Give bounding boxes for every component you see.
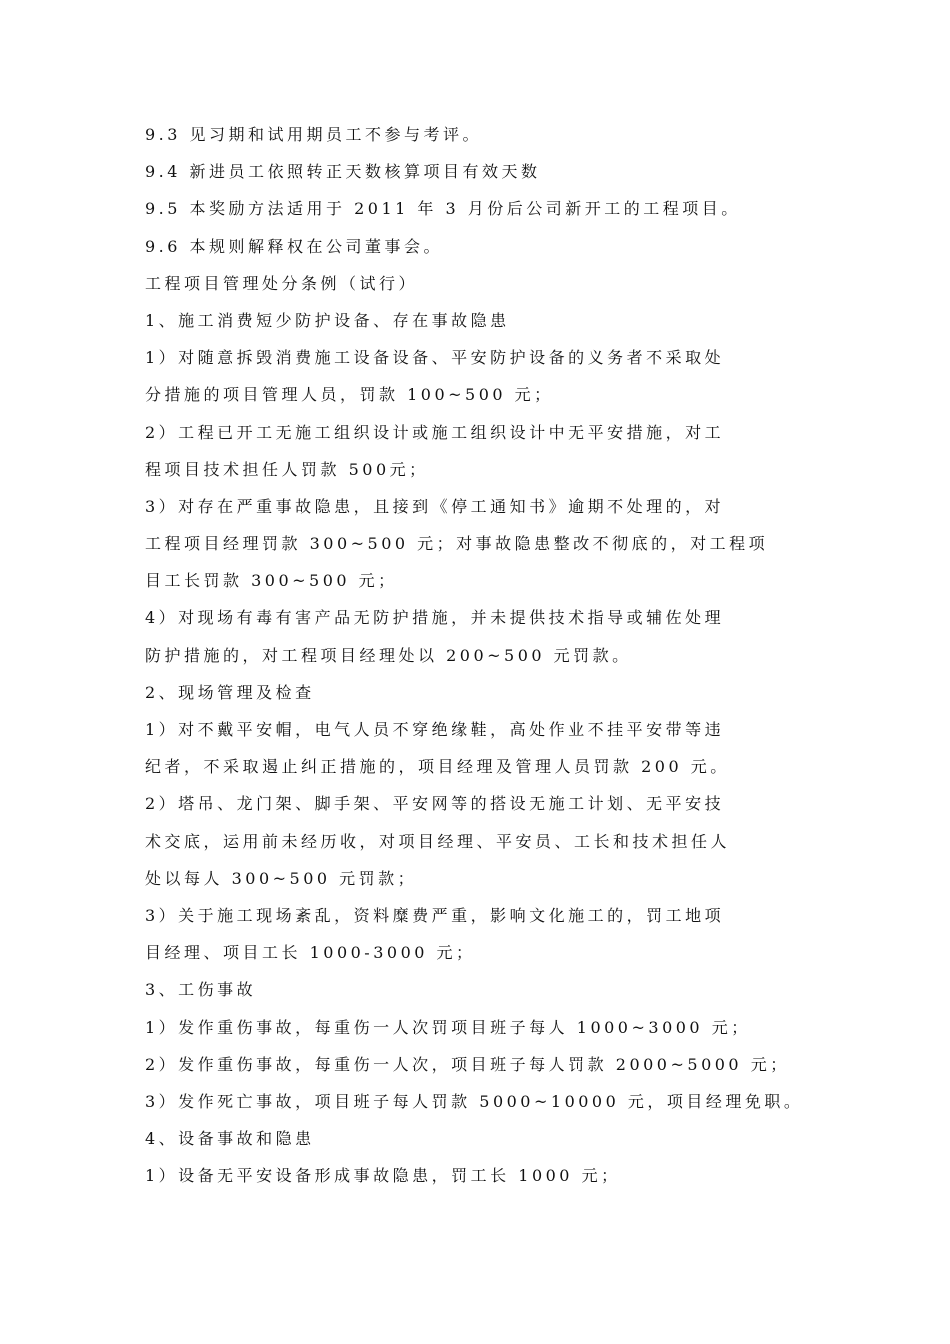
section-2-item-2-line-1: 2）塔吊、龙门架、脚手架、平安网等的搭设无施工计划、无平安技: [145, 794, 725, 814]
section-1-heading: 1、施工消费短少防护设备、存在事故隐患: [145, 310, 510, 330]
section-2-item-2-line-3: 处以每人 300~500 元罚款；: [145, 868, 418, 888]
section-1-item-3-line-2: 工程项目经理罚款 300~500 元；对事故隐患整改不彻底的，对工程项: [145, 534, 769, 554]
section-2-item-1-line-1: 1）对不戴平安帽，电气人员不穿绝缘鞋，高处作业不挂平安带等违: [145, 720, 725, 739]
section-2-heading: 2、现场管理及检查: [145, 682, 315, 702]
clause-9-6: 9.6 本规则解释权在公司董事会。: [145, 236, 444, 256]
section-title: 工程项目管理处分条例（试行）: [145, 273, 419, 293]
section-1-item-3-line-3: 目工长罚款 300~500 元；: [145, 571, 398, 591]
clause-9-5: 9.5 本奖励方法适用于 2011 年 3 月份后公司新开工的工程项目。: [145, 199, 741, 219]
section-1-item-1-line-1: 1）对随意拆毁消费施工设备设备、平安防护设备的义务者不采取处: [145, 348, 725, 368]
section-2-item-3-line-1: 3）关于施工现场紊乱，资料糜费严重，影响文化施工的，罚工地项: [145, 905, 725, 925]
section-2-item-1-line-2: 纪者，不采取遏止纠正措施的，项目经理及管理人员罚款 200 元。: [145, 757, 730, 777]
section-3-item-3: 3）发作死亡事故，项目班子每人罚款 5000~10000 元，项目经理免职。: [145, 1091, 804, 1111]
section-1-item-4-line-2: 防护措施的，对工程项目经理处以 200~500 元罚款。: [145, 645, 632, 665]
section-2-item-3-line-2: 目经理、项目工长 1000-3000 元；: [145, 943, 476, 963]
section-1-item-4-line-1: 4）对现场有毒有害产品无防护措施，并未提供技术指导或辅佐处理: [145, 608, 725, 628]
section-1-item-2-line-2: 程项目技术担任人罚款 500元；: [145, 459, 429, 479]
section-4-heading: 4、设备事故和隐患: [145, 1129, 315, 1149]
section-1-item-1-line-2: 分措施的项目管理人员，罚款 100~500 元；: [145, 385, 554, 405]
section-1-item-3-line-1: 3）对存在严重事故隐患，且接到《停工通知书》逾期不处理的，对: [145, 496, 725, 516]
clause-9-3: 9.3 见习期和试用期员工不参与考评。: [145, 125, 483, 144]
document-body: [145, 116, 810, 1194]
section-4-item-1: 1）设备无平安设备形成事故隐患，罚工长 1000 元；: [145, 1166, 621, 1186]
section-3-item-2: 2）发作重伤事故，每重伤一人次，项目班子每人罚款 2000~5000 元；: [145, 1054, 790, 1074]
clause-9-4: 9.4 新进员工依照转正天数核算项目有效天数: [145, 162, 541, 182]
section-3-item-1: 1）发作重伤事故，每重伤一人次罚项目班子每人 1000~3000 元；: [145, 1017, 751, 1037]
section-1-item-2-line-1: 2）工程已开工无施工组织设计或施工组织设计中无平安措施，对工: [145, 422, 725, 442]
section-2-item-2-line-2: 术交底，运用前未经历收，对项目经理、平安员、工长和技术担任人: [145, 831, 731, 851]
section-3-heading: 3、工伤事故: [145, 980, 257, 1000]
